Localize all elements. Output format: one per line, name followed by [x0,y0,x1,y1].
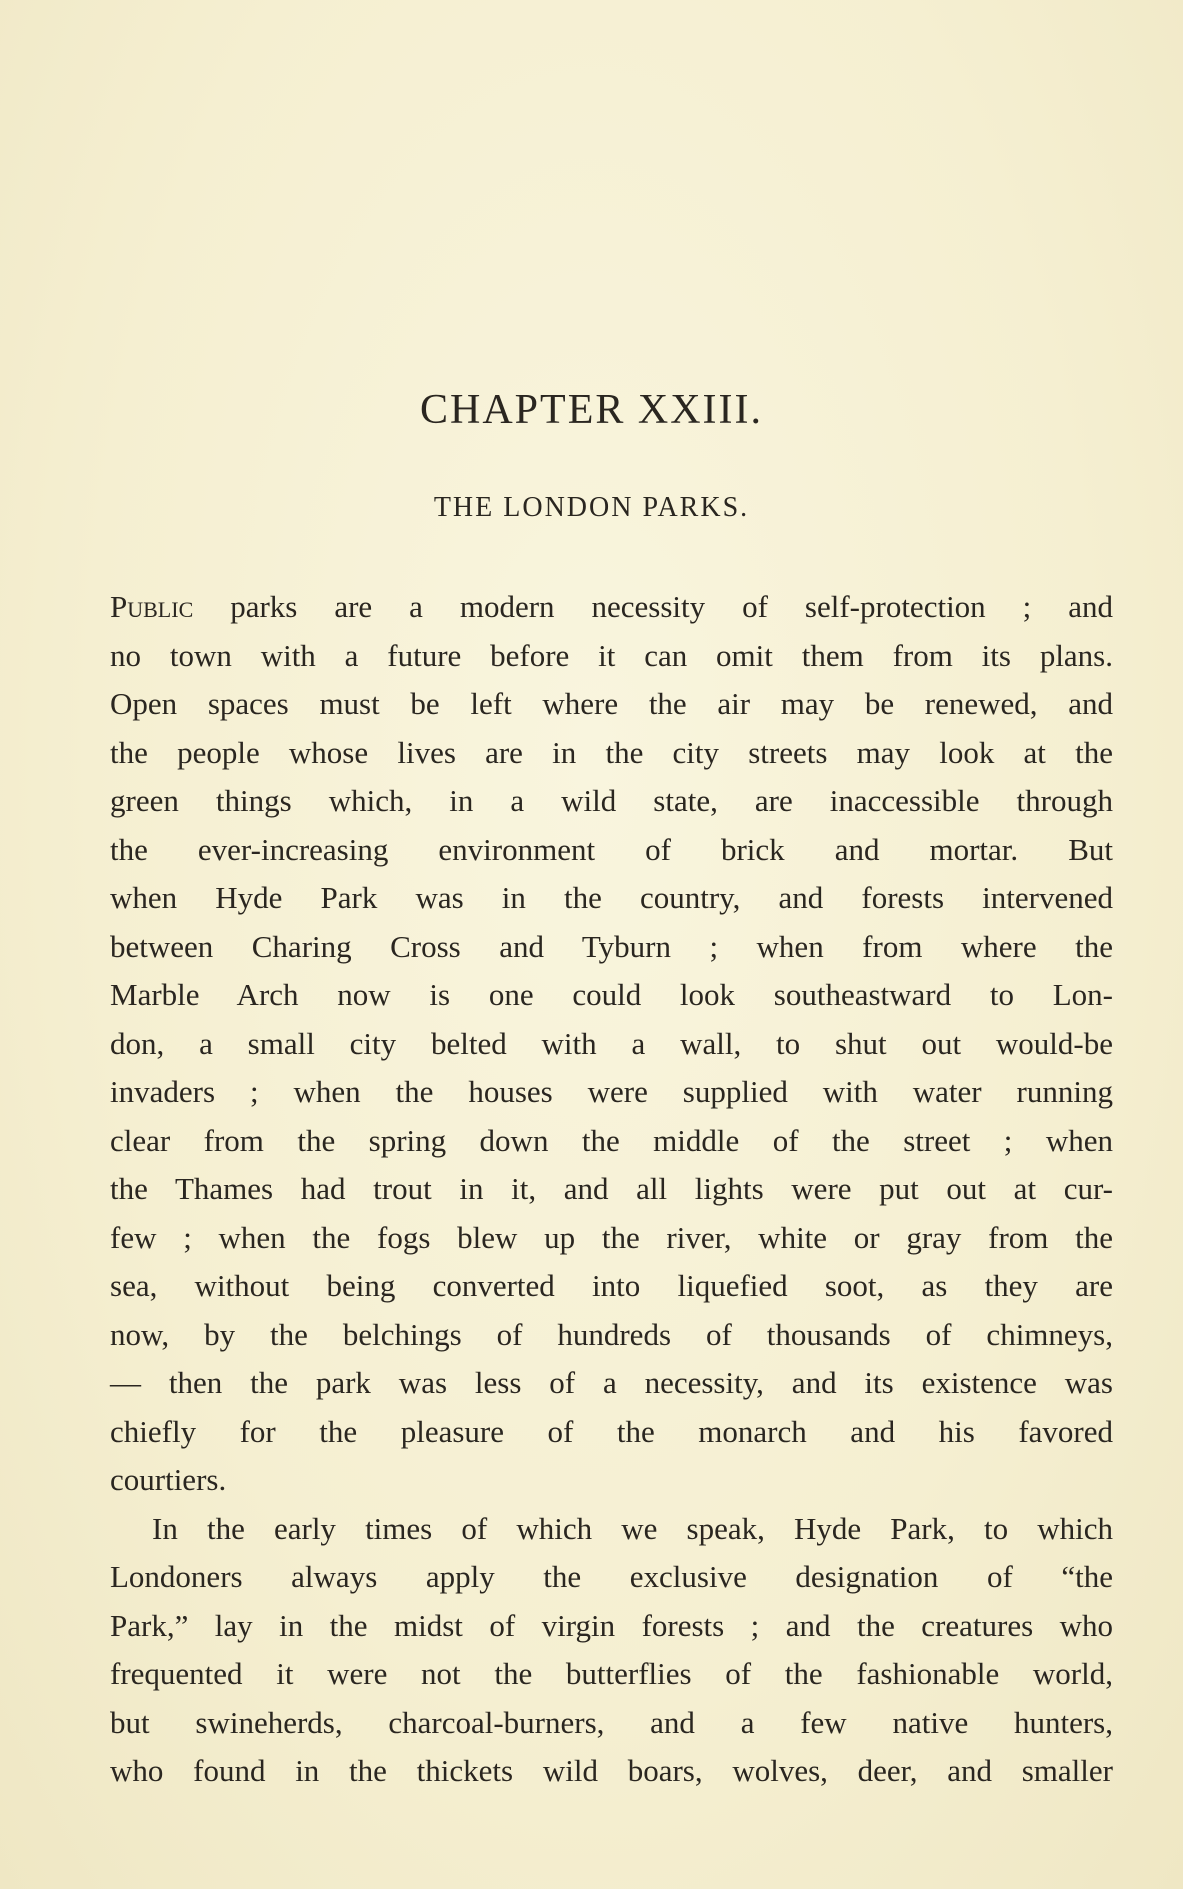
text-line: the Thames had trout in it, and all lights were put out at cur- [110,1171,1113,1206]
text-line: clear from the spring down the middle of the street ; when [110,1122,1113,1158]
text-line: courtiers. [110,1462,227,1497]
text-line: between Charing Cross and Tyburn ; when from where the [110,928,1113,964]
text-line: the ever-increasing environment of brick and mortar. But [110,831,1113,867]
text-line: now, by the belchings of hundreds of thousands of chimneys, [110,1316,1113,1352]
text-line: the people whose lives are in the city streets may look at the [110,734,1113,770]
text-line: Open spaces must be left where the air may be renewed, and [110,686,1113,721]
text-line: — then the park was less of a necessity, and its existence was [110,1365,1113,1400]
text-line: when Hyde Park was in the country, and forests intervened [110,880,1113,915]
text-line: Londoners always apply the exclusive designation of “the [110,1559,1113,1594]
text-line: Marble Arch now is one could look southeastward to Lon- [110,977,1113,1012]
text-line: invaders ; when the houses were supplied with water running [110,1074,1113,1109]
text-line: In the early times of which we speak, Hyde Park, to which [152,1510,1113,1546]
chapter-title: THE LONDON PARKS. [433,492,750,523]
text-line: who found in the thickets wild boars, wolves, deer, and smaller [110,1753,1113,1788]
text-line: frequented it were not the butterflies of the fashionable world, [110,1656,1113,1691]
body-text [110,583,1113,1796]
text-line-content: parks are a modern necessity of self-protection ; and [193,589,1113,624]
text-line [110,583,1113,632]
text-line: green things which, in a wild state, are inaccessible through [110,783,1113,818]
text-line: but swineherds, charcoal-burners, and a few native hunters, [110,1704,1113,1740]
text-line: Park,” lay in the midst of virgin forests ; and the creatures who [110,1607,1113,1643]
chapter-heading: CHAPTER XXIII. [420,387,763,433]
text-line: few ; when the fogs blew up the river, white or gray from the [110,1219,1113,1255]
text-line: sea, without being converted into liquefied soot, as they are [110,1268,1113,1303]
text-line: don, a small city belted with a wall, to shut out would-be [110,1025,1113,1061]
drop-word: Public [110,589,194,624]
text-line: no town with a future before it can omit them from its plans. [110,637,1113,673]
text-line: chiefly for the pleasure of the monarch and his favored [110,1413,1113,1449]
